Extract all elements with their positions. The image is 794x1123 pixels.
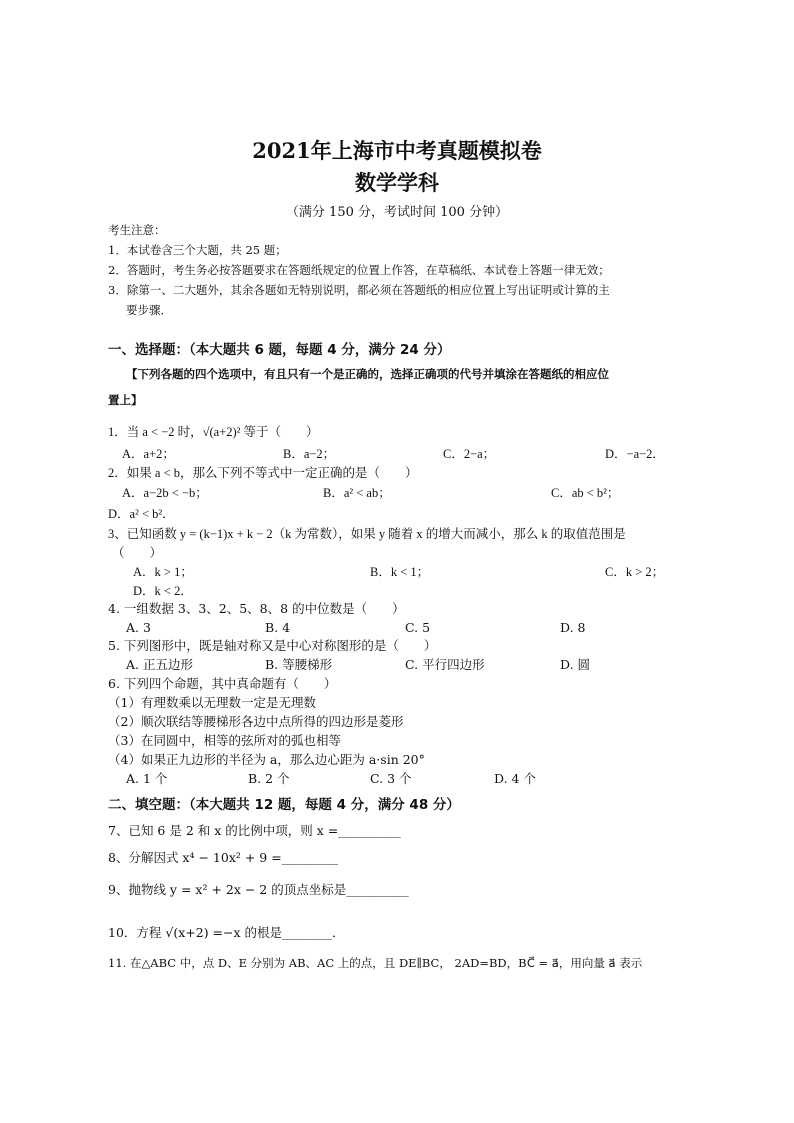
q5-stem: 5. 下列图形中，既是轴对称又是中心对称图形的是（ ） xyxy=(108,638,437,653)
q1-option-b: B．a−2； xyxy=(283,447,336,461)
q3-option-b: B．k < 1； xyxy=(370,565,430,579)
q1-option-d: D．−a−2． xyxy=(605,447,665,461)
q3-stem-cont: （ ） xyxy=(112,546,163,560)
q1-stem: 1．当 a < −2 时，√(a+2)² 等于（ ） xyxy=(108,425,319,439)
q10: 10．方程 √(x+2) =−x 的根是________． xyxy=(108,925,345,940)
notice-item-1: 1．本试卷含三个大题，共 25 题； xyxy=(108,243,287,257)
q8: 8、分解因式 x⁴ − 10x² + 9 =_________ xyxy=(108,850,338,865)
q2-option-c: C．ab < b²； xyxy=(551,486,620,500)
q6-statement-2: （2）顺次联结等腰梯形各边中点所得的四边形是菱形 xyxy=(108,714,404,729)
q6-option-b: B. 2 个 xyxy=(248,771,290,786)
notice-item-2: 2．答题时，考生务必按答题要求在答题纸规定的位置上作答，在草稿纸、本试卷上答题一律无效； xyxy=(108,263,610,277)
q6-statement-3: （3）在同圆中，相等的弦所对的弧也相等 xyxy=(108,733,341,748)
q5-option-d: D. 圆 xyxy=(560,657,591,672)
q6-option-c: C. 3 个 xyxy=(370,771,412,786)
q6-statement-4: （4）如果正九边形的半径为 a，那么边心距为 a·sin 20° xyxy=(108,752,425,767)
q4-option-a: A. 3 xyxy=(126,620,151,635)
q5-option-c: C. 平行四边形 xyxy=(405,657,485,672)
q5-option-b: B. 等腰梯形 xyxy=(265,657,333,672)
section2-heading: 二、填空题：（本大题共 12 题，每题 4 分，满分 48 分） xyxy=(108,797,460,813)
page-title: 2021年上海市中考真题模拟卷 xyxy=(252,138,542,163)
q6-option-d: D. 4 个 xyxy=(494,771,536,786)
exam-info: （满分 150 分，考试时间 100 分钟） xyxy=(285,205,509,220)
q4-stem: 4. 一组数据 3、3、2、5、8、8 的中位数是（ ） xyxy=(108,601,405,616)
q4-option-b: B. 4 xyxy=(265,620,291,635)
q3-option-c: C．k > 2； xyxy=(605,565,665,579)
q11: 11. 在△ABC 中，点 D、E 分别为 AB、AC 上的点，且 DE∥BC， 2AD=BD，BC⃗ = a⃗，用向量 a⃗ 表示 xyxy=(108,956,643,970)
q3-stem: 3、已知函数 y = (k−1)x + k − 2（k 为常数），如果 y 随着 x 的增大而减小，那么 k 的取值范围是 xyxy=(108,527,626,541)
q6-statement-1: （1）有理数乘以无理数一定是无理数 xyxy=(108,695,316,710)
notice-item-3: 3．除第一、二大题外，其余各题如无特别说明，都必须在答题纸的相应位置上写出证明或计算的主 xyxy=(108,283,610,297)
q6-option-a: A. 1 个 xyxy=(126,771,168,786)
q1-option-c: C．2−a； xyxy=(443,447,496,461)
q1-option-a: A．a+2； xyxy=(122,447,175,461)
notice-item-3-cont: 要步骤． xyxy=(126,303,172,317)
q2-option-d: D．a² < b²． xyxy=(108,507,175,521)
q5-option-a: A. 正五边形 xyxy=(126,657,193,672)
section1-instruction-cont: 置上】 xyxy=(108,393,143,407)
q7: 7、已知 6 是 2 和 x 的比例中项，则 x =__________ xyxy=(108,823,401,838)
section1-heading: 一、选择题：（本大题共 6 题，每题 4 分，满分 24 分） xyxy=(108,342,451,358)
q3-option-a: A．k > 1； xyxy=(133,565,193,579)
q4-option-c: C. 5 xyxy=(405,620,431,635)
q2-option-a: A．a−2b < −b； xyxy=(122,486,208,500)
q2-option-b: B．a² < ab； xyxy=(323,486,391,500)
q3-option-d: D．k < 2． xyxy=(133,584,193,598)
page-subtitle: 数学学科 xyxy=(355,170,439,195)
q6-stem: 6. 下列四个命题，其中真命题有（ ） xyxy=(108,676,337,691)
q2-stem: 2．如果 a < b，那么下列不等式中一定正确的是（ ） xyxy=(108,466,418,480)
q9: 9、抛物线 y = x² + 2x − 2 的顶点坐标是__________ xyxy=(108,882,409,897)
q4-option-d: D. 8 xyxy=(560,620,586,635)
section1-instruction: 【下列各题的四个选项中，有且只有一个是正确的，选择正确项的代号并填涂在答题纸的相应位 xyxy=(126,367,609,381)
notice-heading: 考生注意： xyxy=(108,223,166,237)
